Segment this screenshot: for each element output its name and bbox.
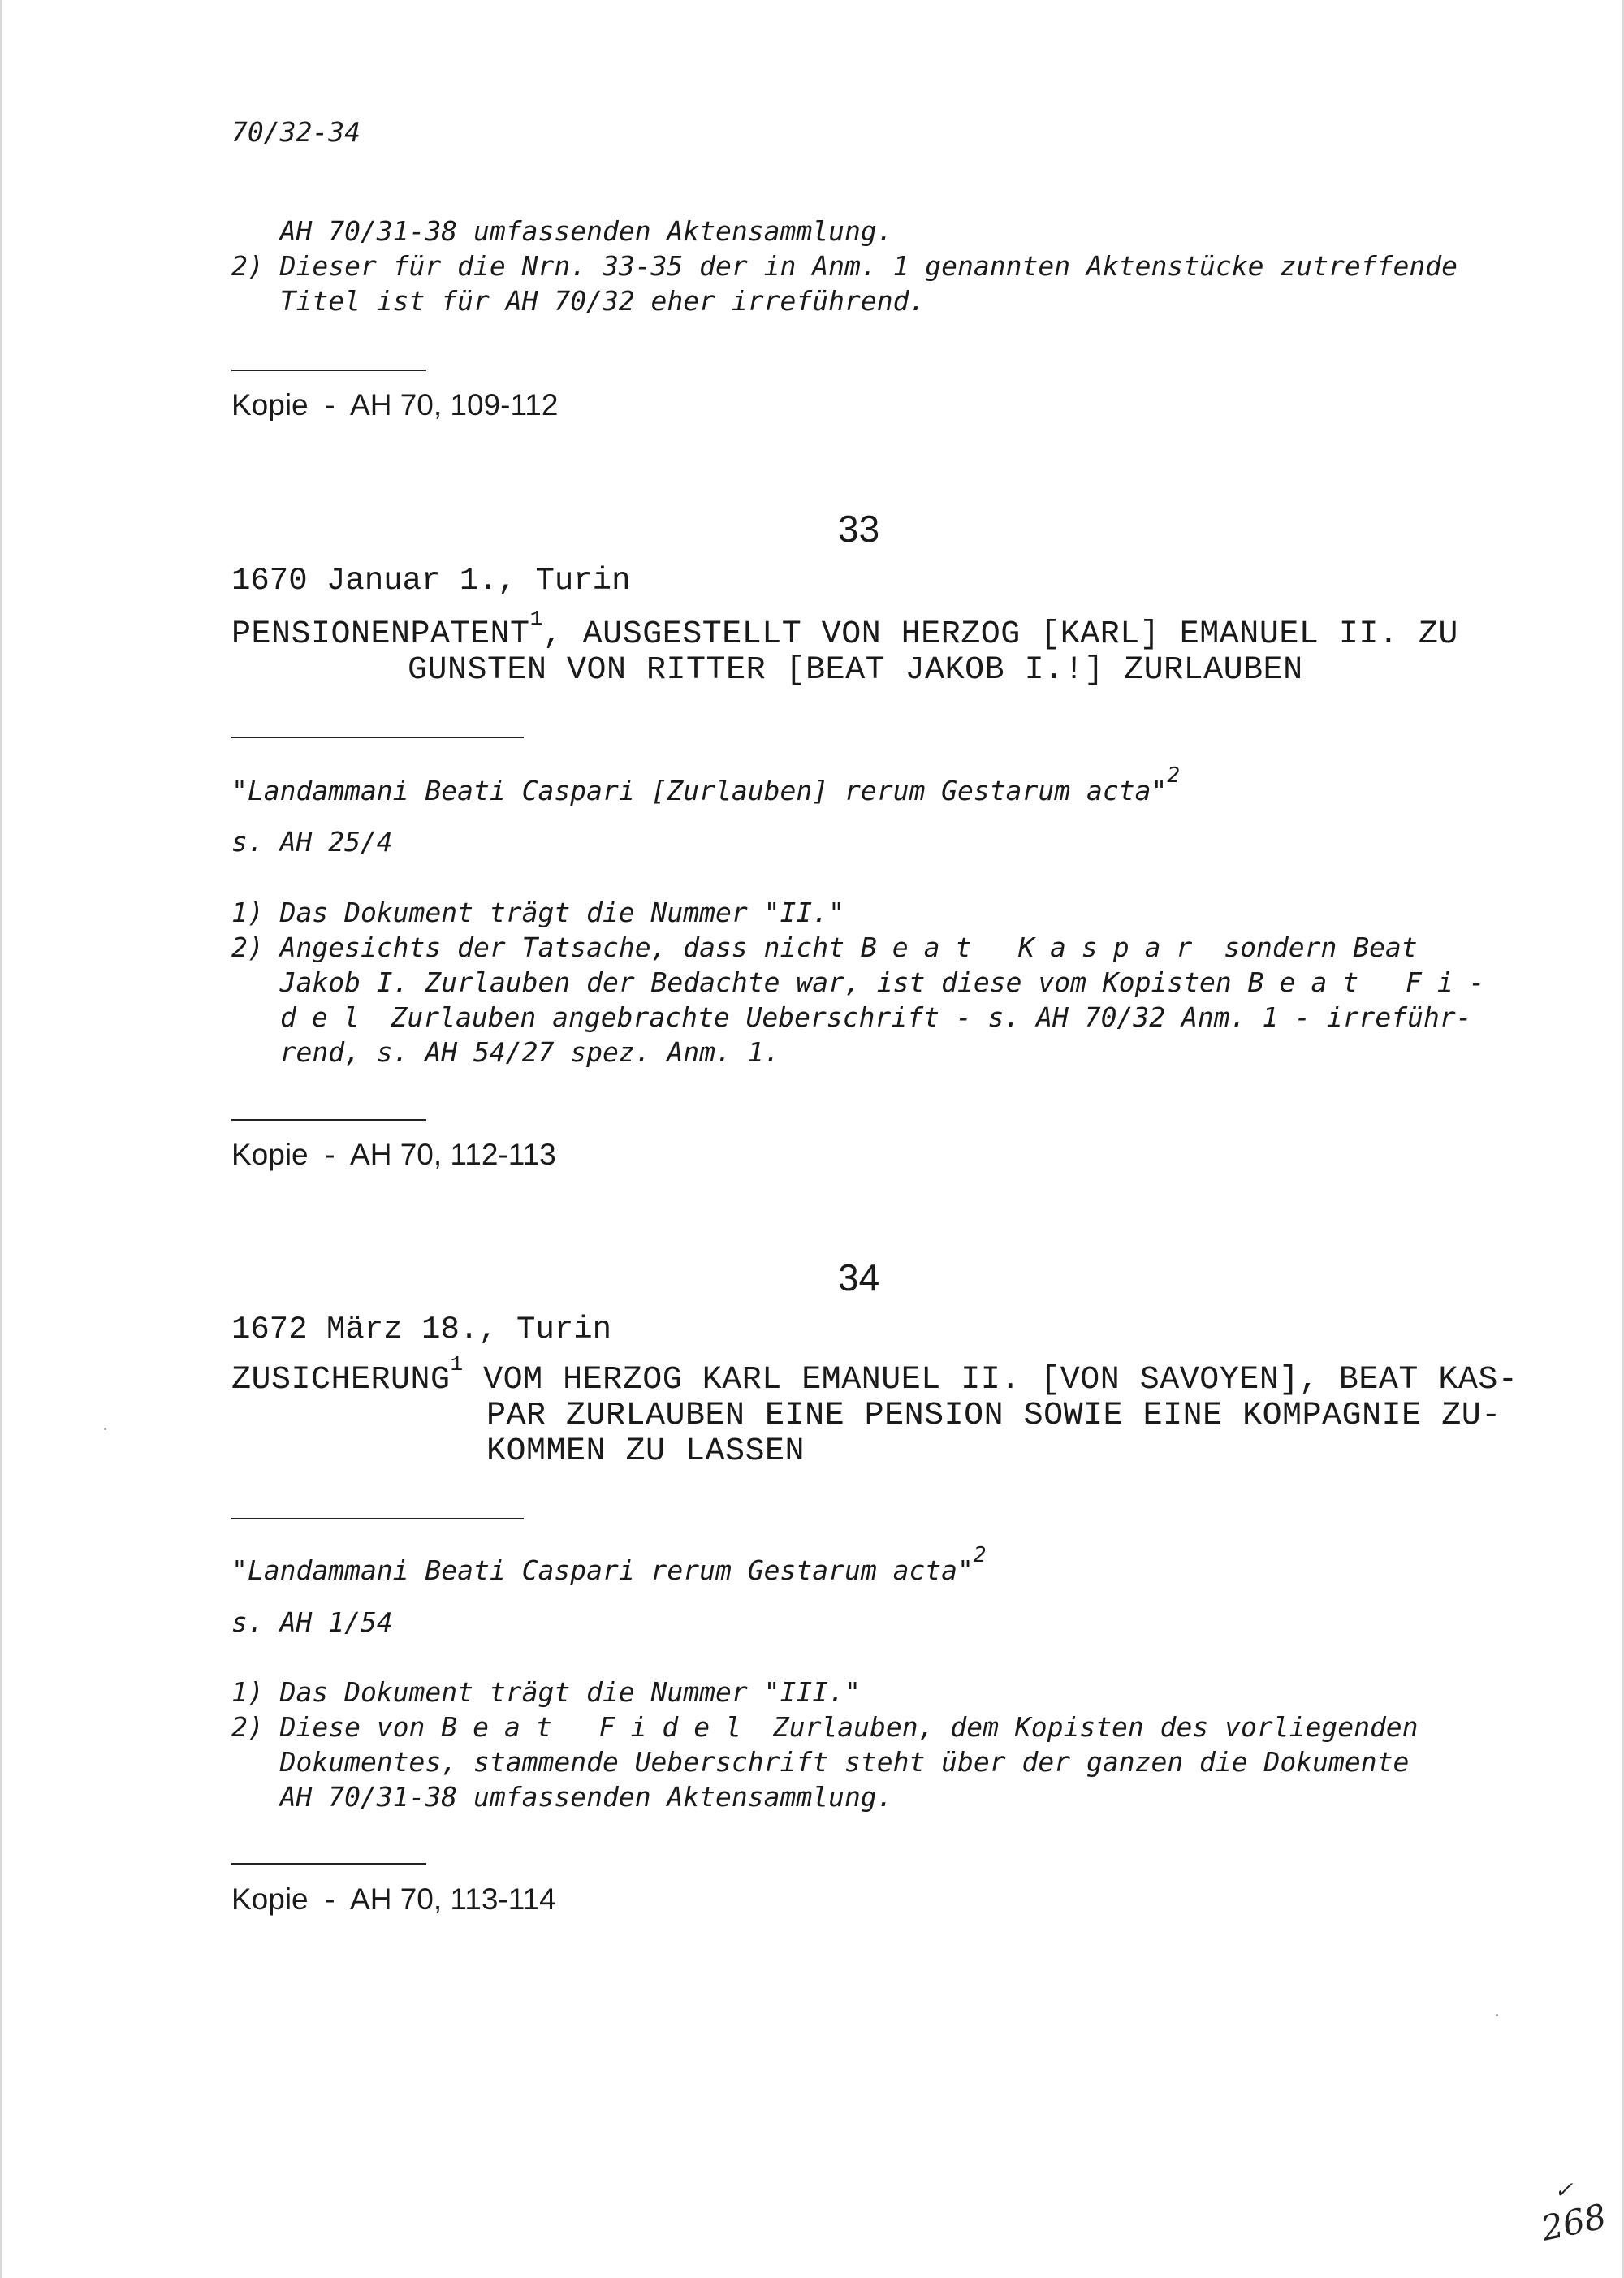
footnote xyxy=(231,934,1418,961)
footnote-text: Zurlauben angebrachte Ueberschrift - s. AH 70/32 Anm. 1 - irreführ- xyxy=(374,1001,1472,1033)
footnote: 1) Das Dokument trägt die Nummer "II." xyxy=(231,897,844,928)
carryover-note-line: 2) Dieser für die Nrn. 33-35 der in Anm. 1 genannten Aktenstücke zutreffende xyxy=(231,250,1458,282)
check-mark: ✓ xyxy=(1554,2176,1574,2203)
scan-speck xyxy=(104,1428,106,1430)
footnote-text: Jakob I. Zurlauben der Bedachte war, ist diese vom Kopisten xyxy=(231,966,1248,998)
quote-text: "Landammani Beati Caspari rerum Gestarum acta" xyxy=(231,1554,974,1586)
archive-reference: s. AH 1/54 xyxy=(231,1606,393,1638)
document-title-continued: KOMMEN ZU LASSEN xyxy=(486,1433,806,1470)
carryover-note-line: Titel ist für AH 70/32 eher irreführend. xyxy=(231,285,926,317)
footnote-line xyxy=(280,1001,1472,1033)
footnote-marker: 1 xyxy=(529,607,543,631)
separator-rule xyxy=(231,737,524,738)
separator-rule xyxy=(231,1518,524,1519)
footnote-text: 2) Angesichts der Tatsache, dass nicht xyxy=(231,932,861,963)
footnote-line xyxy=(231,966,1501,998)
scan-speck xyxy=(1496,2014,1498,2016)
document-date-place: 1672 März 18., Turin xyxy=(231,1312,612,1347)
title-text: VOM HERZOG KARL EMANUEL II. [VON SAVOYEN], BEAT KAS- xyxy=(463,1362,1518,1398)
separator-rule xyxy=(231,370,426,371)
spaced-name: Beat Fi- xyxy=(1247,966,1501,998)
title-text: , AUSGESTELLT VON HERZOG [KARL] EMANUEL II. ZU xyxy=(542,616,1458,653)
document-number: 34 xyxy=(838,1256,880,1299)
spaced-name: del xyxy=(280,1001,375,1033)
carryover-note-line: AH 70/31-38 umfassenden Aktensammlung. xyxy=(231,215,893,247)
handwritten-page-number: 268 xyxy=(1537,2196,1610,2249)
spaced-name: Beat Kaspar xyxy=(860,932,1208,963)
copy-reference: Kopie - AH 70, 109-112 xyxy=(231,388,559,421)
footnote-line: rend, s. AH 54/27 spez. Anm. 1. xyxy=(231,1036,780,1068)
footnote-text: sondern Beat xyxy=(1207,932,1418,963)
document-number: 33 xyxy=(838,508,880,550)
spaced-name: Beat Fidel xyxy=(441,1711,757,1743)
document-title xyxy=(231,1352,1518,1398)
source-quote xyxy=(231,763,1180,806)
footnote-line: AH 70/31-38 umfassenden Aktensammlung. xyxy=(231,1781,893,1813)
quote-text: "Landammani Beati Caspari [Zurlauben] rerum Gestarum acta" xyxy=(231,775,1168,806)
footnote xyxy=(231,1711,1419,1743)
footnote: 1) Das Dokument trägt die Nummer "III." xyxy=(231,1676,861,1708)
footnote-text: Zurlauben, dem Kopisten des vorliegenden xyxy=(756,1711,1419,1743)
footnote-marker: 2 xyxy=(1167,763,1180,788)
page-reference: 70/32-34 xyxy=(231,116,361,148)
document-title-continued: GUNSTEN VON RITTER [BEAT JAKOB I.!] ZURLAUBEN xyxy=(408,652,1303,689)
document-title xyxy=(231,607,1458,653)
title-text: ZUSICHERUNG xyxy=(231,1362,451,1398)
footnote-line: Dokumentes, stammende Ueberschrift steht über der ganzen die Dokumente xyxy=(231,1746,1410,1778)
separator-rule xyxy=(231,1863,426,1865)
copy-reference: Kopie - AH 70, 113-114 xyxy=(231,1882,556,1916)
footnote-marker: 1 xyxy=(450,1352,464,1377)
separator-rule xyxy=(231,1119,426,1121)
copy-reference: Kopie - AH 70, 112-113 xyxy=(231,1138,556,1171)
archive-reference: s. AH 25/4 xyxy=(231,826,393,858)
footnote-marker: 2 xyxy=(973,1543,987,1567)
title-text: PENSIONENPATENT xyxy=(231,616,530,653)
footnote-text: 2) Diese von xyxy=(231,1711,442,1743)
source-quote xyxy=(231,1543,987,1586)
document-title-continued: PAR ZURLAUBEN EINE PENSION SOWIE EINE KOMPAGNIE ZU- xyxy=(486,1398,1501,1434)
document-date-place: 1670 Januar 1., Turin xyxy=(231,563,631,599)
